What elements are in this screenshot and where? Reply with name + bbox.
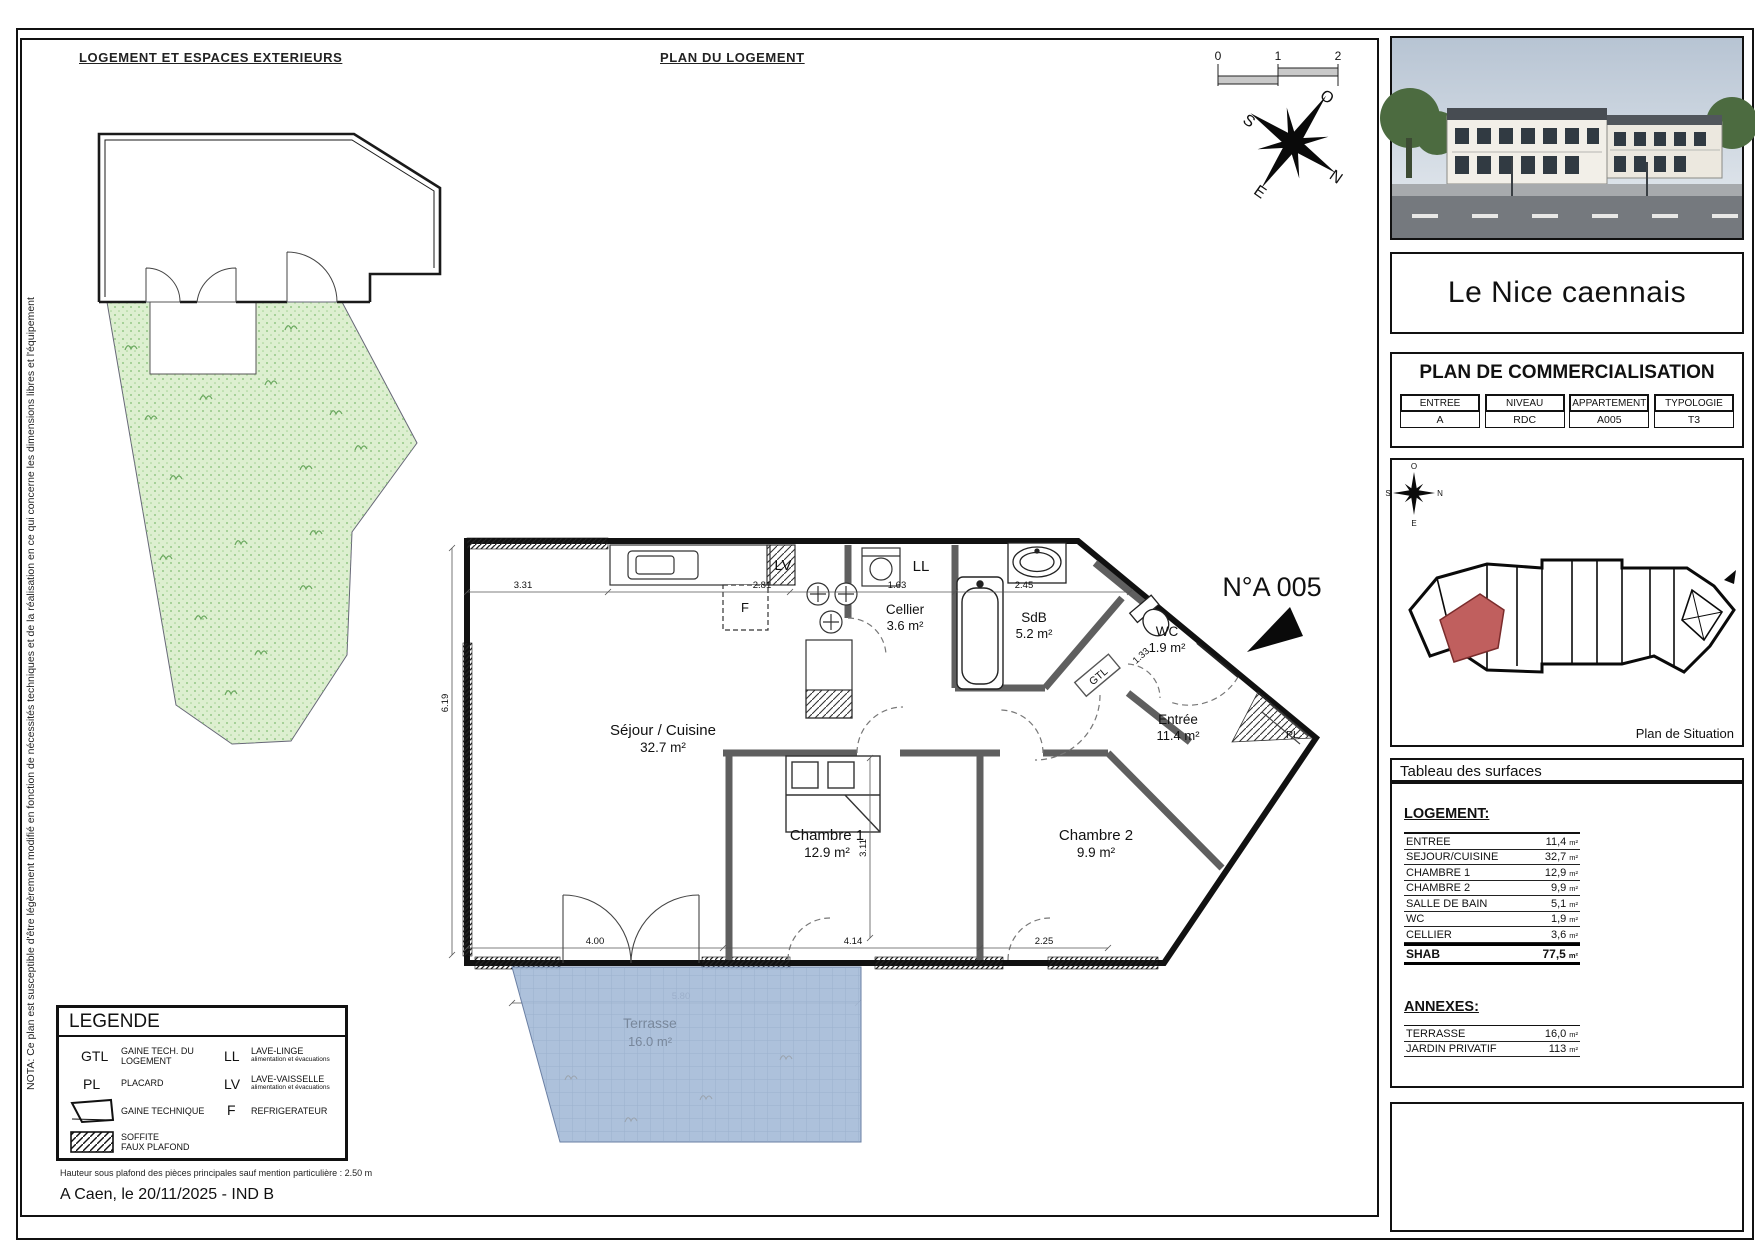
- room-cellier-name: Cellier: [885, 602, 925, 617]
- room-sdb-name: SdB: [1021, 610, 1047, 625]
- dim-245: 2.45: [1014, 580, 1034, 591]
- legend-ll-abbr: LL: [224, 1048, 240, 1064]
- scale-0: 0: [1214, 49, 1222, 63]
- exterior-building-outline: [99, 134, 440, 302]
- field-niveau-value: RDC: [1485, 412, 1565, 428]
- legend-gtl-abbr: GTL: [81, 1048, 109, 1064]
- field-entree-value: A: [1400, 412, 1480, 428]
- header-exterior-spaces: LOGEMENT ET ESPACES EXTERIEURS: [79, 50, 343, 65]
- row-label: SHAB: [1406, 947, 1441, 961]
- legend-f-abbr: F: [227, 1102, 236, 1118]
- photo-illustration: [1392, 38, 1742, 238]
- field-typologie-label: TYPOLOGIE: [1654, 394, 1734, 412]
- row-value: 12,9 m²: [1544, 866, 1578, 879]
- unit-callout: [1222, 572, 1321, 652]
- pl-label: PL: [1286, 729, 1299, 741]
- table-row: [1404, 896, 1580, 912]
- table-row: [1404, 850, 1580, 866]
- table-row: [1404, 1026, 1580, 1042]
- legend-lv-sub: alimentation et évacuations: [251, 1084, 330, 1091]
- room-sejour-name: Séjour / Cuisine: [610, 722, 716, 739]
- photo-sidewalk: [1392, 184, 1742, 198]
- room-chambre1-area: 12.9 m²: [804, 845, 850, 860]
- mini-compass-o: O: [1410, 462, 1418, 471]
- scale-2: 2: [1334, 49, 1342, 63]
- gtl-label: GTL: [1086, 665, 1111, 688]
- row-value: 9,9 m²: [1550, 882, 1578, 894]
- mini-compass-n: N: [1437, 489, 1443, 498]
- row-label: JARDIN PRIVATIF: [1406, 1043, 1497, 1055]
- row-value: 113 m²: [1548, 1043, 1578, 1055]
- ceiling-height-note: Hauteur sous plafond des pièces principales sauf mention particulière : 2.50 m: [60, 1168, 373, 1178]
- room-terrasse-area: 16.0 m²: [627, 1034, 673, 1049]
- scale-bar: [1215, 49, 1342, 86]
- room-chambre2-name: Chambre 2: [1058, 827, 1134, 844]
- row-label: TERRASSE: [1406, 1027, 1466, 1040]
- mini-compass-s: S: [1385, 489, 1391, 498]
- field-entree: [1400, 394, 1480, 428]
- lv-label: LV: [774, 557, 792, 574]
- photo-road: [1392, 196, 1742, 238]
- dim-163: 1.63: [887, 580, 907, 591]
- dim-133: 1.33: [1130, 645, 1152, 667]
- header-plan-logement: PLAN DU LOGEMENT: [660, 50, 805, 65]
- project-title-box: [1390, 252, 1744, 334]
- legend-lv-label: LAVE-VAISSELLE: [251, 1074, 325, 1084]
- field-appartement: [1569, 394, 1649, 428]
- scale-1: 1: [1274, 49, 1282, 63]
- situation-plan-drawing: [1385, 460, 1742, 720]
- date-line: A Caen, le 20/11/2025 - IND B: [60, 1186, 275, 1203]
- mini-compass-e: E: [1411, 519, 1417, 528]
- commercialisation-box: [1390, 352, 1744, 448]
- situation-caption: Plan de Situation: [1635, 726, 1734, 741]
- room-entree-area: 11.4 m²: [1156, 728, 1200, 743]
- f-label: F: [741, 600, 749, 615]
- row-value: 11,4 m²: [1545, 835, 1578, 848]
- mini-compass: [1385, 462, 1443, 528]
- room-wc-area: 1.9 m²: [1148, 640, 1186, 655]
- legend-title: LEGENDE: [59, 1008, 345, 1037]
- legend-box: [56, 1005, 348, 1161]
- washbasin-icon: [1008, 543, 1066, 583]
- logement-heading: LOGEMENT:: [1404, 806, 1490, 822]
- logement-table: [1404, 832, 1580, 965]
- row-value: 16,0 m²: [1544, 1027, 1578, 1040]
- legend-lv-abbr: LV: [224, 1076, 241, 1092]
- compass-n: N: [1326, 167, 1346, 188]
- row-label: WC: [1406, 913, 1425, 925]
- empty-box: [1390, 1102, 1744, 1232]
- row-value: 77,5 m²: [1542, 947, 1578, 961]
- field-typologie-value: T3: [1654, 412, 1734, 428]
- annexes-heading: ANNEXES:: [1404, 999, 1479, 1015]
- commercialisation-fields: [1400, 394, 1734, 428]
- terrace-area: [512, 967, 861, 1142]
- room-cellier-area: 3.6 m²: [886, 618, 924, 633]
- compass-o: O: [1316, 86, 1337, 108]
- table-row: [1404, 834, 1580, 850]
- photo-building: [1447, 108, 1722, 184]
- surfaces-box: [1390, 782, 1744, 1088]
- room-sejour-area: 32.7 m²: [640, 740, 686, 755]
- bed-icon: [786, 756, 880, 832]
- row-label: CHAMBRE 2: [1406, 882, 1471, 894]
- room-terrasse-name: Terrasse: [623, 1015, 677, 1031]
- room-wc-name: WC: [1155, 624, 1179, 639]
- field-niveau: [1485, 394, 1565, 428]
- field-niveau-label: NIVEAU: [1485, 394, 1565, 412]
- room-chambre2-area: 9.9 m²: [1076, 845, 1116, 860]
- field-entree-label: ENTREE: [1400, 394, 1480, 412]
- surfaces-header: Tableau des surfaces: [1390, 758, 1744, 782]
- row-label: SALLE DE BAIN: [1406, 897, 1488, 910]
- field-appartement-label: APPARTEMENT: [1569, 394, 1649, 412]
- nota-vertical-text: NOTA: Ce plan est susceptible d'être légèrement modifié en fonction de nécessités techniques et de la réalisation en ce qui concerne les dimensions libres et l'équipement: [25, 297, 37, 1090]
- compass-s: S: [1239, 111, 1258, 132]
- table-row: [1404, 865, 1580, 881]
- commercialisation-title: PLAN DE COMMERCIALISATION: [1419, 362, 1715, 383]
- dim-619: 6.19: [440, 693, 451, 713]
- table-row: [1404, 912, 1580, 928]
- row-value: 3,6 m²: [1550, 928, 1578, 941]
- dim-225: 2.25: [1034, 936, 1054, 947]
- room-entree-name: Entrée: [1158, 712, 1198, 727]
- row-label: CHAMBRE 1: [1406, 866, 1471, 879]
- row-label: ENTREE: [1406, 835, 1451, 848]
- project-photo: [1390, 36, 1744, 240]
- situation-plan-box: [1385, 458, 1744, 747]
- field-appartement-value: A005: [1569, 412, 1649, 428]
- bathtub-icon: [957, 577, 1003, 689]
- legend-pl-abbr: PL: [83, 1076, 101, 1092]
- dim-311: 3.11: [858, 839, 869, 857]
- row-value: 5,1 m²: [1550, 897, 1578, 910]
- compass-e: E: [1250, 182, 1269, 203]
- legend-pl-label: PLACARD: [121, 1078, 164, 1088]
- table-row: [1404, 881, 1580, 897]
- row-value: 32,7 m²: [1544, 851, 1578, 863]
- row-label: CELLIER: [1406, 928, 1452, 941]
- legend-gaine-label: GAINE TECHNIQUE: [121, 1106, 205, 1116]
- dim-400: 4.00: [585, 936, 605, 947]
- annexes-table: [1404, 1025, 1580, 1057]
- project-title: Le Nice caennais: [1447, 276, 1687, 309]
- legend-gtl-label: GAINE TECH. DU LOGEMENT: [121, 1046, 194, 1066]
- row-value: 1,9 m²: [1550, 913, 1578, 925]
- dim-281: 2.81: [752, 580, 772, 591]
- apartment-plan: [440, 538, 1316, 1006]
- garden-area: [107, 302, 417, 744]
- legend-ll-label: LAVE-LINGE: [251, 1046, 304, 1056]
- legend-ll-sub: alimentation et évacuations: [251, 1056, 330, 1063]
- table-row: [1404, 1042, 1580, 1058]
- soffite-icon: [69, 1130, 115, 1154]
- legend-f-label: REFRIGERATEUR: [251, 1106, 328, 1116]
- ll-label: LL: [912, 558, 930, 575]
- shab-row: [1404, 943, 1580, 966]
- field-typologie: [1654, 394, 1734, 428]
- footprint-arrow-icon: [1724, 570, 1736, 584]
- dim-414: 4.14: [843, 936, 863, 947]
- unit-arrow-icon: [1247, 607, 1303, 652]
- compass-rose: [1219, 66, 1369, 218]
- unit-number: N°A 005: [1222, 572, 1322, 602]
- legend-soffite-label: SOFFITE FAUX PLAFOND: [121, 1132, 190, 1152]
- room-sdb-area: 5.2 m²: [1015, 626, 1053, 641]
- row-label: SEJOUR/CUISINE: [1406, 851, 1499, 863]
- gaine-technique-icon: [69, 1098, 115, 1124]
- table-row: [1404, 927, 1580, 943]
- dim-331: 3.31: [513, 580, 533, 591]
- room-chambre1-name: Chambre 1: [789, 827, 865, 844]
